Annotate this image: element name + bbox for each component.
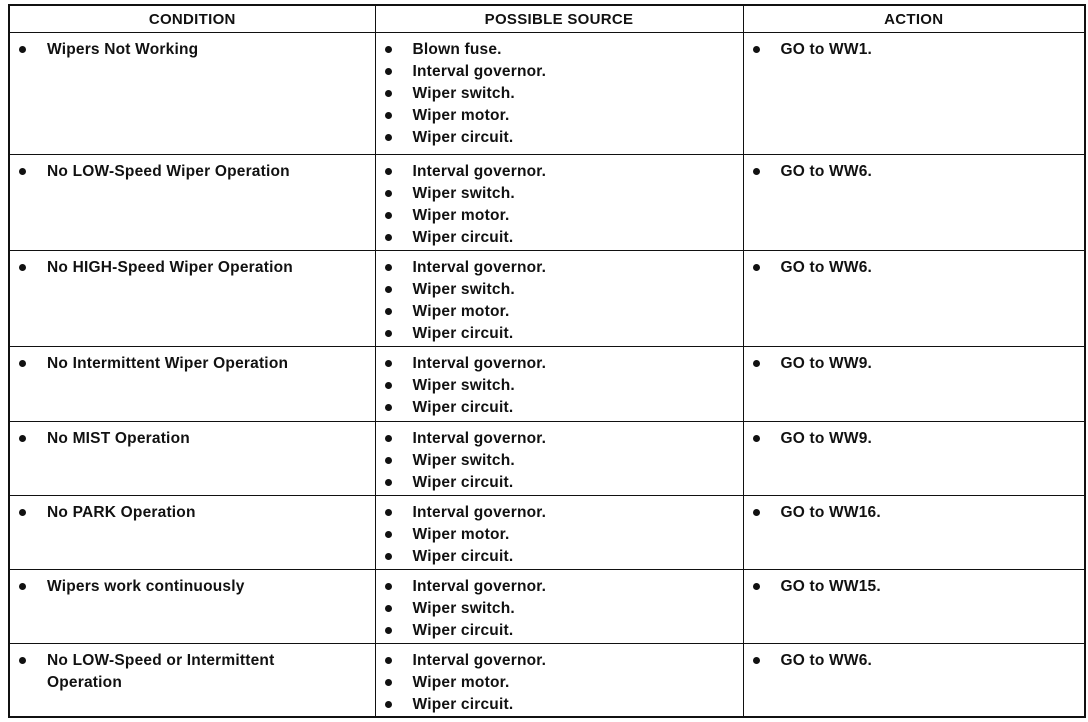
action-text: GO to WW9. (780, 355, 873, 373)
bullet-icon (385, 657, 392, 664)
list-item (376, 620, 743, 642)
list-item (376, 205, 743, 227)
bullet-icon (385, 234, 392, 241)
list-item (10, 161, 375, 183)
table-row (9, 421, 1085, 495)
possible-source-header: POSSIBLE SOURCE (375, 5, 743, 33)
source-text: Blown fuse. (412, 41, 502, 58)
source-text: Interval governor. (412, 429, 547, 447)
list-item (376, 450, 743, 472)
source-text: Wiper circuit. (412, 129, 514, 146)
list-item (376, 576, 743, 598)
table-row (9, 643, 1085, 717)
action-cell (743, 569, 1085, 643)
table-row (9, 569, 1085, 643)
header-row (9, 5, 1085, 33)
bullet-icon (385, 134, 392, 141)
list-item (744, 428, 1085, 450)
bullet-icon (385, 531, 392, 538)
action-text: GO to WW9. (780, 429, 873, 447)
diagnosis-table (8, 4, 1086, 718)
source-text: Wiper circuit. (412, 325, 514, 343)
action-cell (743, 33, 1085, 155)
source-cell (375, 347, 743, 421)
source-text: Wiper motor. (412, 303, 510, 321)
bullet-icon (19, 168, 26, 175)
bullet-icon (19, 46, 26, 53)
list-item (376, 301, 743, 323)
list-item (376, 353, 743, 375)
bullet-icon (753, 360, 760, 367)
condition-header: CONDITION (9, 5, 375, 33)
list-item (376, 127, 743, 149)
action-cell (743, 251, 1085, 347)
bullet-icon (753, 168, 760, 175)
action-cell (743, 347, 1085, 421)
list-item (10, 502, 375, 524)
source-text: Wiper switch. (412, 185, 515, 203)
bullet-icon (385, 68, 392, 75)
source-text: Wiper circuit. (412, 229, 514, 247)
bullet-icon (753, 583, 760, 590)
condition-text: Wipers Not Working (47, 41, 199, 58)
list-item (376, 105, 743, 127)
condition-cell (9, 421, 375, 495)
list-item (376, 61, 743, 83)
bullet-icon (385, 90, 392, 97)
list-item (744, 161, 1085, 183)
source-text: Interval governor. (412, 63, 547, 80)
list-item (744, 576, 1085, 598)
source-cell (375, 643, 743, 717)
bullet-icon (385, 330, 392, 337)
bullet-icon (385, 360, 392, 367)
condition-cell (9, 251, 375, 347)
list-item (376, 546, 743, 568)
source-text: Wiper switch. (412, 85, 515, 102)
list-item (376, 257, 743, 279)
action-text: GO to WW6. (780, 651, 873, 669)
bullet-icon (385, 509, 392, 516)
list-item (376, 524, 743, 546)
bullet-icon (385, 679, 392, 686)
source-cell (375, 421, 743, 495)
bullet-icon (385, 479, 392, 486)
bullet-icon (19, 657, 26, 664)
bullet-icon (385, 286, 392, 293)
condition-text: No PARK Operation (47, 503, 196, 521)
list-item (744, 502, 1085, 524)
source-text: Interval governor. (412, 355, 547, 373)
list-item (376, 375, 743, 397)
bullet-icon (385, 583, 392, 590)
list-item (376, 598, 743, 620)
action-text: GO to WW6. (780, 163, 873, 181)
bullet-icon (385, 212, 392, 219)
list-item (376, 502, 743, 524)
condition-cell (9, 155, 375, 251)
table-row (9, 495, 1085, 569)
condition-cell (9, 495, 375, 569)
list-item (10, 39, 375, 61)
action-cell (743, 495, 1085, 569)
list-item (376, 672, 743, 694)
source-cell (375, 495, 743, 569)
source-text: Wiper switch. (412, 451, 515, 469)
list-item (376, 323, 743, 345)
action-cell (743, 155, 1085, 251)
bullet-icon (385, 404, 392, 411)
action-text: GO to WW1. (780, 41, 873, 58)
condition-text: No Intermittent Wiper Operation (47, 355, 289, 373)
bullet-icon (19, 509, 26, 516)
bullet-icon (385, 264, 392, 271)
list-item (376, 650, 743, 672)
table-row (9, 347, 1085, 421)
action-cell (743, 643, 1085, 717)
bullet-icon (385, 627, 392, 634)
source-text: Wiper switch. (412, 281, 515, 299)
bullet-icon (753, 509, 760, 516)
source-text: Wiper motor. (412, 207, 510, 225)
list-item (744, 257, 1085, 279)
action-header: ACTION (743, 5, 1085, 33)
bullet-icon (385, 46, 392, 53)
list-item (376, 161, 743, 183)
bullet-icon (19, 583, 26, 590)
bullet-icon (19, 435, 26, 442)
action-text: GO to WW16. (780, 503, 881, 521)
bullet-icon (385, 382, 392, 389)
source-text: Wiper circuit. (412, 547, 514, 565)
list-item (376, 279, 743, 301)
source-text: Interval governor. (412, 163, 547, 181)
source-text: Wiper circuit. (412, 399, 514, 417)
condition-text: No LOW-Speed Wiper Operation (47, 163, 290, 181)
source-text: Wiper motor. (412, 107, 510, 124)
list-item (376, 183, 743, 205)
bullet-icon (753, 657, 760, 664)
source-text: Wiper circuit. (412, 473, 514, 491)
list-item (10, 650, 375, 694)
list-item (744, 39, 1085, 61)
bullet-icon (19, 360, 26, 367)
bullet-icon (385, 308, 392, 315)
list-item (376, 694, 743, 716)
list-item (10, 257, 375, 279)
source-text: Interval governor. (412, 259, 547, 277)
condition-text: No MIST Operation (47, 429, 190, 447)
bullet-icon (385, 701, 392, 708)
bullet-icon (753, 264, 760, 271)
condition-cell (9, 347, 375, 421)
source-text: Wiper circuit. (412, 621, 514, 639)
source-text: Wiper switch. (412, 377, 515, 395)
list-item (376, 39, 743, 61)
bullet-icon (385, 457, 392, 464)
list-item (376, 83, 743, 105)
bullet-icon (753, 435, 760, 442)
bullet-icon (385, 168, 392, 175)
bullet-icon (753, 46, 760, 53)
list-item (10, 576, 375, 598)
condition-cell (9, 33, 375, 155)
condition-cell (9, 643, 375, 717)
bullet-icon (385, 190, 392, 197)
bullet-icon (385, 112, 392, 119)
action-text: GO to WW15. (780, 577, 881, 595)
action-cell (743, 421, 1085, 495)
list-item (376, 227, 743, 249)
source-cell (375, 33, 743, 155)
source-text: Wiper circuit. (412, 695, 514, 713)
source-text: Interval governor. (412, 577, 547, 595)
list-item (10, 353, 375, 375)
bullet-icon (19, 264, 26, 271)
condition-text: No LOW-Speed or Intermittent Operation (47, 651, 275, 691)
condition-cell (9, 569, 375, 643)
list-item (376, 397, 743, 419)
list-item (744, 650, 1085, 672)
bullet-icon (385, 605, 392, 612)
table-row (9, 155, 1085, 251)
source-text: Wiper switch. (412, 599, 515, 617)
list-item (10, 428, 375, 450)
source-text: Wiper motor. (412, 525, 510, 543)
list-item (744, 353, 1085, 375)
condition-text: Wipers work continuously (47, 577, 245, 595)
bullet-icon (385, 553, 392, 560)
source-text: Interval governor. (412, 651, 547, 669)
source-cell (375, 251, 743, 347)
list-item (376, 428, 743, 450)
condition-text: No HIGH-Speed Wiper Operation (47, 259, 293, 277)
source-text: Wiper motor. (412, 673, 510, 691)
table-row (9, 33, 1085, 155)
action-text: GO to WW6. (780, 259, 873, 277)
list-item (376, 472, 743, 494)
source-text: Interval governor. (412, 503, 547, 521)
source-cell (375, 155, 743, 251)
bullet-icon (385, 435, 392, 442)
source-cell (375, 569, 743, 643)
table-row (9, 251, 1085, 347)
